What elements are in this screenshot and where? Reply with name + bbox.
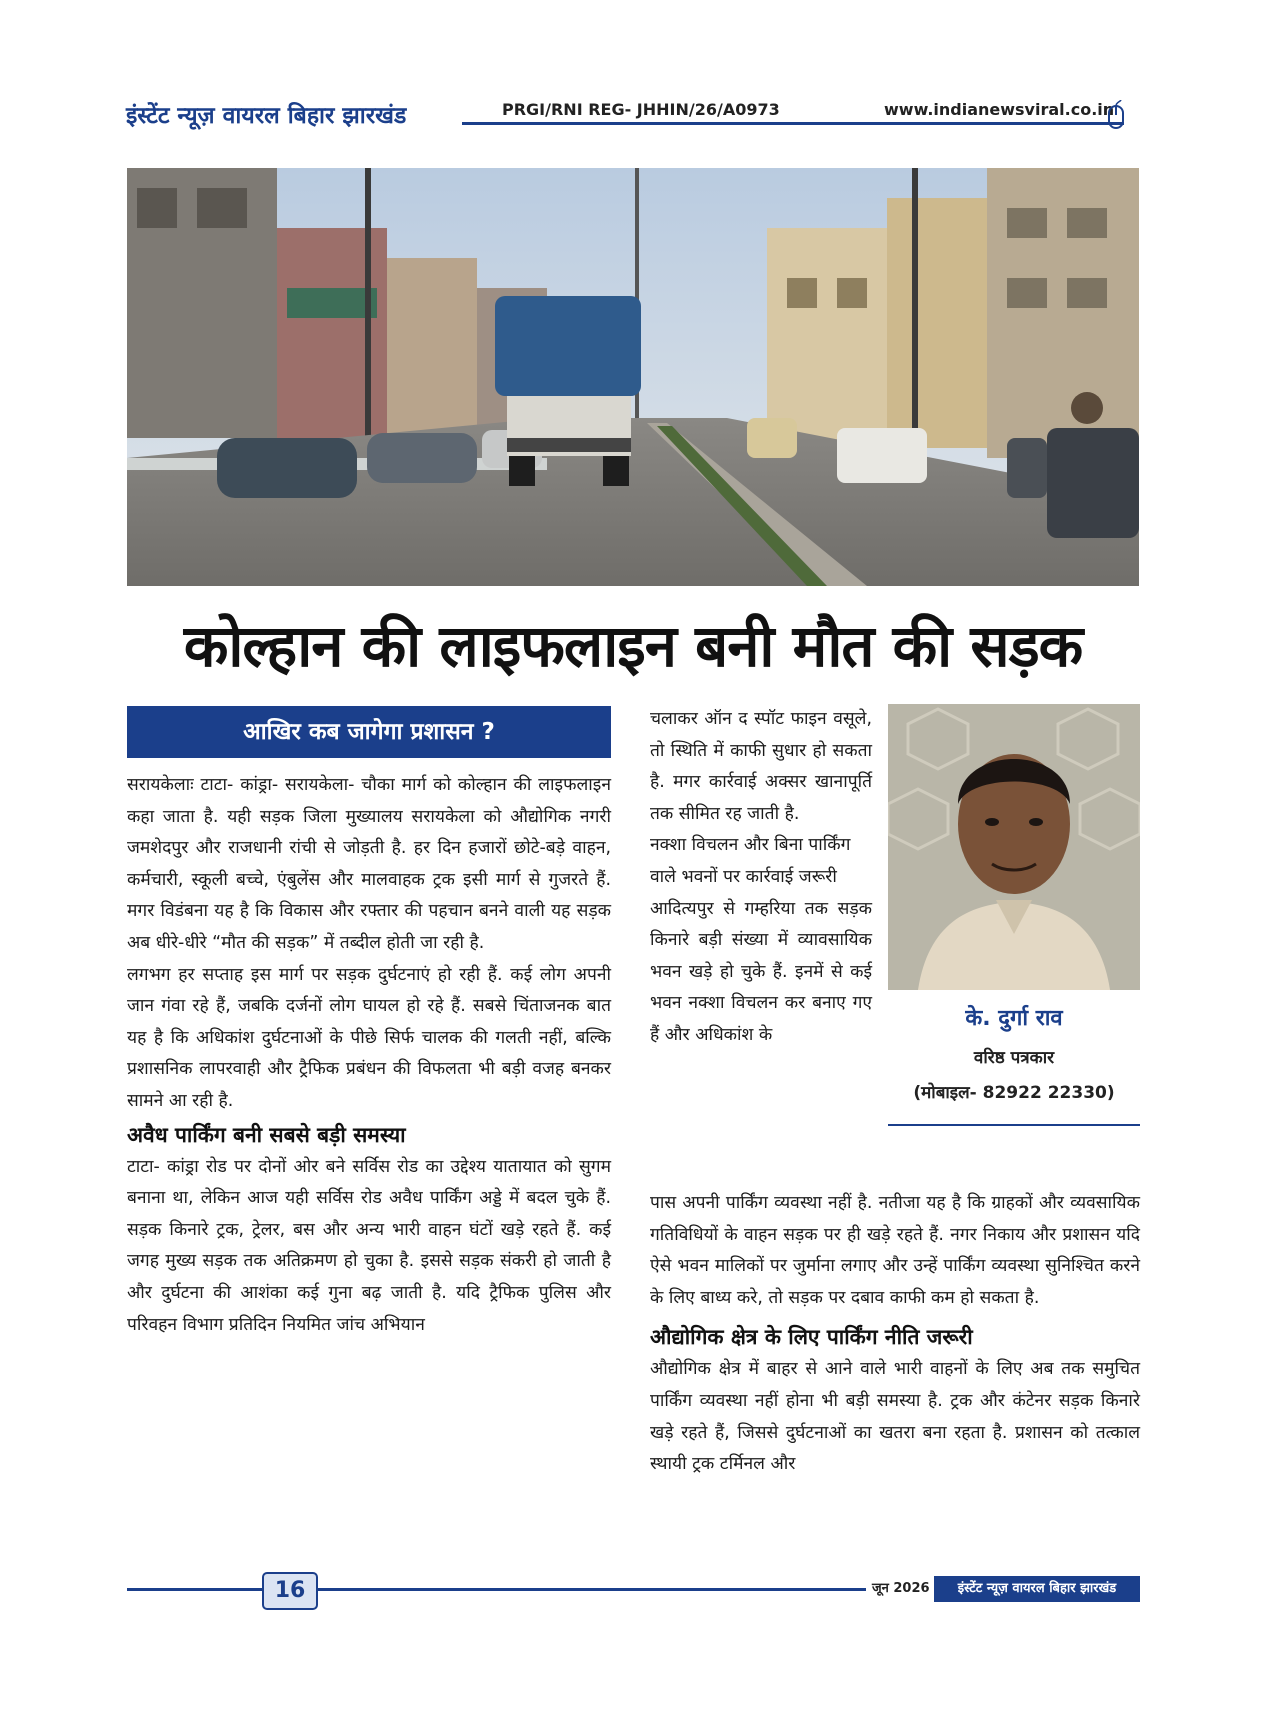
paragraph: आदित्यपुर से गम्हरिया तक सड़क किनारे बड़ी संख्या में व्यावसायिक भवन खड़े हो चुके हैं. इनमें से कई भवन नक्शा विचलन कर बनाए गए हैं और अधिकांश के xyxy=(650,898,872,1045)
masthead-title: इंस्टेंट न्यूज़ वायरल बिहार झारखंड xyxy=(126,103,407,129)
paragraph: सरायकेलाः टाटा- कांड्रा- सरायकेला- चौका मार्ग को कोल्हान की लाइफलाइन कहा जाता है. यही सड़क जिला मुख्यालय सरायकेला को औद्योगिक नगरी जमशेदपुर और राजधानी रांची से जोड़ती है. हर दिन हजारों छोटे-बड़े वाहन, कर्मचारी, स्कूली बच्चे, एंबुलेंस और मालवाहक ट्रक इसी मार्ग से गुजरते हैं. मगर विडंबना यह है कि विकास और रफ्तार की पहचान बनने वाली यह सड़क अब धीरे-धीरे “मौत की सड़क” में तब्दील होती जा रही है. xyxy=(127,775,611,953)
paragraph: नक्शा विचलन और बिना पार्किंग वाले भवनों पर कार्रवाई जरूरी xyxy=(650,835,851,887)
subheading: औद्योगिक क्षेत्र के लिए पार्किंग नीति जरूरी xyxy=(650,1325,973,1350)
article-column-left xyxy=(127,770,611,1341)
footer-brand: इंस्टेंट न्यूज़ वायरल बिहार झारखंड xyxy=(934,1576,1140,1602)
mouse-icon xyxy=(1106,100,1126,130)
paragraph: टाटा- कांड्रा रोड पर दोनों ओर बने सर्विस रोड का उद्देश्य यातायात को सुगम बनाना था, लेकिन आज यही सर्विस रोड अवैध पार्किंग अड्डे में बदल चुके हैं. सड़क किनारे ट्रक, ट्रेलर, बस और अन्य भारी वाहन घंटों खड़े रहते हैं. कई जगह मुख्य सड़क तक अतिक्रमण हो चुका है. इससे सड़क संकरी हो जाती है और दुर्घटना की आशंका कई गुना बढ़ जाती है. यदि ट्रैफिक पुलिस और परिवहन विभाग प्रतिदिन नियमित जांच अभियान xyxy=(127,1156,611,1335)
issue-month: जून 2026 xyxy=(866,1576,936,1602)
author-divider xyxy=(888,1124,1140,1126)
page-number: 16 xyxy=(262,1572,318,1610)
section-banner: आखिर कब जागेगा प्रशासन ? xyxy=(127,706,611,758)
headline: कोल्हान की लाइफलाइन बनी मौत की सड़क xyxy=(183,612,1083,680)
paragraph: पास अपनी पार्किंग व्यवस्था नहीं है. नतीजा यह है कि ग्राहकों और व्यवसायिक गतिविधियों के वाहन सड़क पर ही खड़े रहते हैं. नगर निकाय और प्रशासन यदि ऐसे भवन मालिकों पर जुर्माना लगाए और उन्हें पार्किंग व्यवस्था सुनिश्चित करने के लिए बाध्य करे, तो सड़क पर दबाव काफी कम हो सकता है. xyxy=(650,1193,1140,1308)
author-portrait xyxy=(888,704,1140,990)
author-role: वरिष्ठ पत्रकार xyxy=(973,1048,1055,1068)
article-column-right xyxy=(650,1188,1140,1481)
article-column-middle xyxy=(650,704,872,1052)
author-mobile: (मोबाइल- 82922 22330) xyxy=(913,1083,1115,1103)
registration-number: PRGI/RNI REG- JHHIN/26/A0973 xyxy=(498,100,784,119)
header-rule xyxy=(462,122,1124,125)
paragraph: चलाकर ऑन द स्पॉट फाइन वसूले, तो स्थिति में काफी सुधार हो सकता है. मगर कार्रवाई अक्सर खानापूर्ति तक सीमित रह जाती है. xyxy=(650,709,872,824)
subheading: अवैध पार्किंग बनी सबसे बड़ी समस्या xyxy=(127,1122,406,1147)
website-link[interactable]: www.indianewsviral.co.in xyxy=(880,100,1118,119)
street-photo xyxy=(127,168,1139,586)
author-name: के. दुर्गा राव xyxy=(965,1006,1063,1031)
paragraph: लगभग हर सप्ताह इस मार्ग पर सड़क दुर्घटनाएं हो रही हैं. कई लोग अपनी जान गंवा रहे हैं, जबकि दर्जनों लोग घायल हो रहे हैं. सबसे चिंताजनक बात यह है कि अधिकांश दुर्घटनाओं के पीछे सिर्फ चालक की गलती नहीं, बल्कि प्रशासनिक लापरवाही और ट्रैफिक प्रबंधन की विफलता भी बड़ी वजह बनकर सामने आ रही है. xyxy=(127,964,611,1111)
paragraph: औद्योगिक क्षेत्र में बाहर से आने वाले भारी वाहनों के लिए अब तक समुचित पार्किंग व्यवस्था नहीं होना भी बड़ी समस्या है. ट्रक और कंटेनर सड़क किनारे खड़े रहते हैं, जिससे दुर्घटनाओं का खतरा बना रहता है. प्रशासन को तत्काल स्थायी ट्रक टर्मिनल और xyxy=(650,1359,1140,1475)
